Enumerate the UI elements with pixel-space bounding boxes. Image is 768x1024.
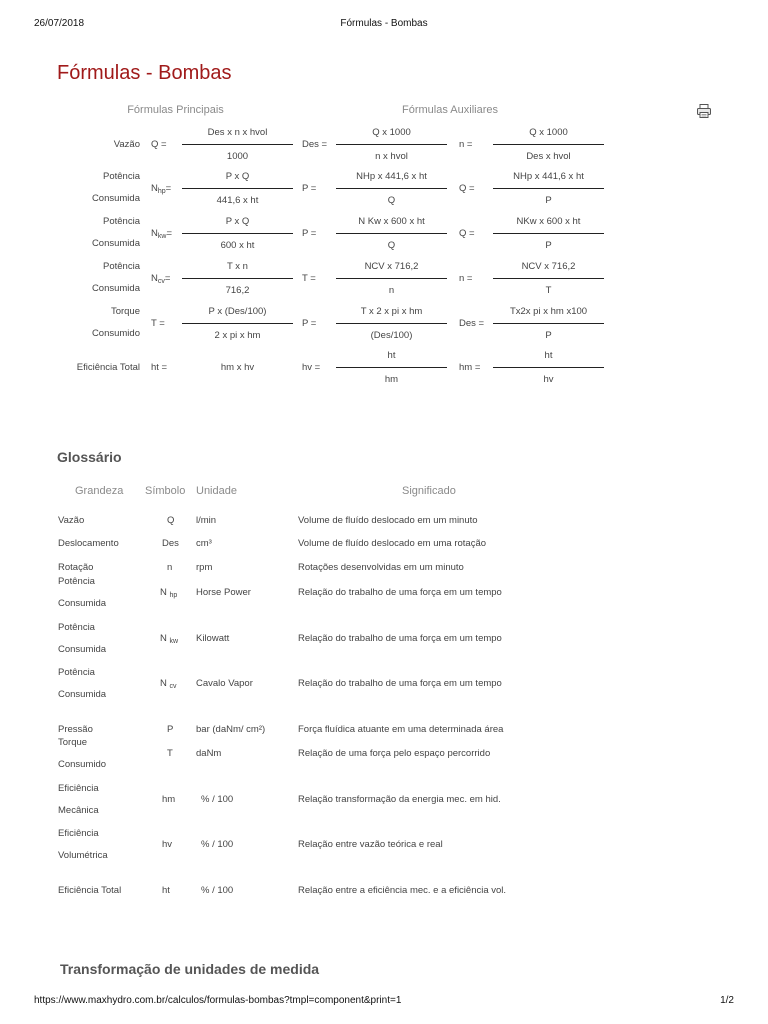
fraction-bar bbox=[493, 144, 604, 145]
main-symbol: Q = bbox=[151, 139, 167, 150]
glossary-title: Glossário bbox=[57, 449, 122, 465]
cell-significado: Relação do trabalho de uma força em um tempo bbox=[298, 587, 502, 598]
aux2-fraction bbox=[493, 166, 604, 212]
numerator: NHp x 441,6 x ht bbox=[356, 171, 427, 182]
symbol-letter: Des bbox=[162, 538, 179, 549]
denominator: n bbox=[388, 285, 395, 296]
numerator: Tx2x pi x hm x100 bbox=[509, 306, 588, 317]
cell-unidade: daNm bbox=[196, 748, 222, 759]
aux1-symbol: T = bbox=[302, 273, 316, 284]
col-header-simbolo: Símbolo bbox=[145, 485, 186, 497]
cell-unidade: rpm bbox=[196, 562, 213, 573]
label-line: Potência bbox=[103, 261, 140, 272]
grandeza-line: Potência bbox=[58, 576, 95, 587]
grandeza-line: Potência bbox=[58, 622, 95, 633]
symbol-subscript: cv bbox=[157, 278, 165, 285]
denominator: n x hvol bbox=[375, 151, 408, 162]
fraction-bar bbox=[336, 144, 447, 145]
fraction-bar bbox=[336, 233, 447, 234]
cell-grandeza bbox=[58, 533, 119, 555]
numerator: T x n bbox=[227, 261, 248, 272]
col-header-grandeza: Grandeza bbox=[75, 485, 124, 497]
glossary-row bbox=[0, 533, 768, 553]
aux2-fraction bbox=[493, 122, 604, 168]
label-line: Potência bbox=[103, 216, 140, 227]
cell-simbolo bbox=[162, 533, 179, 555]
cell-simbolo bbox=[162, 880, 170, 902]
denominator: (Des/100) bbox=[370, 330, 413, 341]
cell-unidade: Cavalo Vapor bbox=[196, 678, 253, 689]
cell-simbolo bbox=[162, 789, 175, 811]
main-fraction bbox=[182, 122, 293, 168]
denominator: Q bbox=[387, 195, 396, 206]
main-fraction bbox=[182, 211, 293, 257]
numerator: P x Q bbox=[225, 171, 250, 182]
symbol-subscript: kw bbox=[157, 233, 167, 240]
symbol-equals: = bbox=[166, 228, 172, 239]
grandeza-line: Mecânica bbox=[58, 805, 99, 816]
grandeza-line: Rotação bbox=[58, 562, 94, 573]
formula-row bbox=[0, 211, 768, 257]
aux1-fraction bbox=[336, 211, 447, 257]
denominator: P bbox=[545, 195, 552, 206]
formula-row bbox=[0, 301, 768, 347]
print-date: 26/07/2018 bbox=[34, 18, 85, 29]
fraction-bar bbox=[493, 233, 604, 234]
cell-grandeza bbox=[58, 823, 108, 867]
label-line: Vazão bbox=[113, 139, 140, 150]
aux2-symbol: Q = bbox=[459, 228, 475, 239]
grandeza-line: Volumétrica bbox=[58, 850, 108, 861]
main-symbol bbox=[151, 166, 171, 215]
aux2-symbol: Des = bbox=[459, 318, 485, 329]
cell-significado: Volume de fluído deslocado em uma rotação bbox=[298, 538, 487, 549]
cell-simbolo bbox=[160, 582, 177, 607]
section-title-transformacao: Transformação de unidades de medida bbox=[60, 961, 320, 977]
glossary-row bbox=[0, 662, 768, 706]
symbol-letter: n bbox=[167, 562, 173, 573]
main-symbol bbox=[151, 256, 170, 305]
symbol-letter: P bbox=[167, 724, 174, 735]
fraction-bar bbox=[182, 323, 293, 324]
denominator: 441,6 x ht bbox=[216, 195, 259, 206]
symbol-letter: N bbox=[160, 678, 167, 689]
denominator: Q bbox=[387, 240, 396, 251]
fraction-bar bbox=[336, 323, 447, 324]
formula-row bbox=[0, 345, 768, 391]
formula-row-label bbox=[92, 166, 140, 210]
symbol-letter: hv bbox=[162, 839, 173, 850]
grandeza-line: Pressão bbox=[58, 724, 93, 735]
formula-row bbox=[0, 256, 768, 302]
cell-grandeza bbox=[58, 732, 106, 776]
fraction-bar bbox=[493, 323, 604, 324]
glossary-row bbox=[0, 778, 768, 822]
formula-row-label bbox=[92, 301, 140, 345]
numerator: Q x 1000 bbox=[529, 127, 568, 138]
main-symbol: ht = bbox=[151, 362, 168, 373]
grandeza-line: Consumida bbox=[58, 598, 107, 609]
cell-unidade: % / 100 bbox=[201, 885, 234, 896]
aux2-fraction bbox=[493, 301, 604, 347]
label-line: Potência bbox=[103, 171, 140, 182]
cell-significado: Rotações desenvolvidas em um minuto bbox=[298, 562, 464, 573]
print-footer-page: 1/2 bbox=[720, 995, 734, 1006]
denominator: T bbox=[545, 285, 552, 296]
formula-row-label bbox=[92, 211, 140, 255]
label-line: Consumida bbox=[91, 193, 140, 204]
denominator: hm bbox=[384, 374, 399, 385]
main-fraction bbox=[182, 166, 293, 212]
symbol-letter: N bbox=[160, 587, 167, 598]
formula-row bbox=[0, 166, 768, 212]
formula-row-label bbox=[92, 256, 140, 300]
cell-grandeza bbox=[58, 510, 84, 532]
aux2-fraction bbox=[493, 345, 604, 391]
cell-unidade: bar (daNm/ cm²) bbox=[196, 724, 266, 735]
symbol-letter: N bbox=[151, 273, 158, 284]
cell-unidade: l/min bbox=[196, 515, 217, 526]
symbol-letter: hm bbox=[162, 794, 176, 805]
cell-grandeza bbox=[58, 778, 99, 822]
formula-row-label bbox=[77, 345, 140, 391]
cell-simbolo bbox=[162, 834, 172, 856]
cell-unidade: cm³ bbox=[196, 538, 212, 549]
main-fraction bbox=[182, 301, 293, 347]
aux2-symbol: Q = bbox=[459, 183, 475, 194]
cell-significado: Relação de uma força pelo espaço percorrido bbox=[298, 748, 491, 759]
denominator: 1000 bbox=[226, 151, 249, 162]
numerator: NHp x 441,6 x ht bbox=[513, 171, 584, 182]
fraction-bar bbox=[182, 233, 293, 234]
cell-significado: Relação transformação da energia mec. em hid. bbox=[298, 794, 501, 805]
aux2-fraction bbox=[493, 256, 604, 302]
aux1-symbol: hv = bbox=[302, 362, 321, 373]
fraction-bar bbox=[493, 278, 604, 279]
grandeza-line: Eficiência Total bbox=[58, 885, 122, 896]
aux1-symbol: Des = bbox=[302, 139, 328, 150]
symbol-equals: = bbox=[165, 183, 172, 194]
aux1-symbol: P = bbox=[302, 183, 317, 194]
grandeza-line: Potência bbox=[58, 667, 95, 678]
col-header-significado: Significado bbox=[402, 485, 456, 497]
main-symbol bbox=[151, 211, 172, 260]
denominator: Des x hvol bbox=[526, 151, 571, 162]
label-line: Eficiência Total bbox=[76, 362, 140, 373]
aux1-symbol: P = bbox=[302, 228, 317, 239]
denominator: 716,2 bbox=[225, 285, 250, 296]
symbol-letter: ht bbox=[162, 885, 170, 896]
cell-grandeza bbox=[58, 662, 106, 706]
grandeza-line: Eficiência bbox=[58, 828, 99, 839]
fraction-bar bbox=[493, 367, 604, 368]
numerator: T x 2 x pi x hm bbox=[360, 306, 423, 317]
cell-simbolo bbox=[160, 673, 177, 698]
fraction-bar bbox=[336, 367, 447, 368]
cell-grandeza bbox=[58, 571, 106, 615]
cell-simbolo bbox=[167, 510, 174, 532]
numerator: ht bbox=[387, 350, 396, 361]
fraction-bar bbox=[336, 278, 447, 279]
aux2-fraction bbox=[493, 211, 604, 257]
numerator: NKw x 600 x ht bbox=[516, 216, 581, 227]
cell-significado: Força fluídica atuante em uma determinada área bbox=[298, 724, 504, 735]
aux1-fraction bbox=[336, 301, 447, 347]
symbol-letter: N bbox=[151, 183, 158, 194]
print-header-title: Fórmulas - Bombas bbox=[340, 18, 428, 29]
header-formulas-principais: Fórmulas Principais bbox=[127, 104, 224, 116]
aux2-symbol: n = bbox=[459, 273, 473, 284]
cell-simbolo bbox=[160, 628, 178, 653]
numerator: N Kw x 600 x ht bbox=[358, 216, 425, 227]
aux2-symbol: hm = bbox=[459, 362, 481, 373]
print-footer-url: https://www.maxhydro.com.br/calculos/formulas-bombas?tmpl=component&print=1 bbox=[34, 995, 402, 1006]
symbol-subscript: cv bbox=[169, 683, 177, 690]
grandeza-line: Consumida bbox=[58, 644, 107, 655]
denominator: hv bbox=[543, 374, 554, 385]
cell-simbolo bbox=[167, 743, 173, 765]
glossary-row bbox=[0, 880, 768, 900]
label-line: Torque bbox=[110, 306, 140, 317]
symbol-subscript: hp bbox=[169, 592, 178, 599]
grandeza-line: Torque bbox=[58, 737, 88, 748]
main-value: hm x hv bbox=[220, 362, 255, 373]
cell-significado: Relação do trabalho de uma força em um tempo bbox=[298, 633, 502, 644]
formulas-table bbox=[0, 100, 768, 400]
main-symbol: T = bbox=[151, 318, 165, 329]
fraction-bar bbox=[336, 188, 447, 189]
glossary-row bbox=[0, 617, 768, 661]
symbol-letter: N bbox=[160, 633, 167, 644]
numerator: Q x 1000 bbox=[372, 127, 411, 138]
grandeza-line: Consumida bbox=[58, 689, 107, 700]
formula-row bbox=[0, 122, 768, 168]
denominator: P bbox=[545, 240, 552, 251]
cell-unidade: % / 100 bbox=[201, 839, 234, 850]
numerator: P x (Des/100) bbox=[208, 306, 267, 317]
numerator: Des x n x hvol bbox=[207, 127, 268, 138]
denominator: 600 x ht bbox=[220, 240, 255, 251]
cell-grandeza bbox=[58, 617, 106, 661]
grandeza-line: Deslocamento bbox=[58, 538, 119, 549]
cell-significado: Relação do trabalho de uma força em um tempo bbox=[298, 678, 502, 689]
grandeza-line: Eficiência bbox=[58, 783, 99, 794]
symbol-subscript: hp bbox=[157, 188, 166, 195]
glossary-row bbox=[0, 571, 768, 615]
cell-significado: Relação entre vazão teórica e real bbox=[298, 839, 443, 850]
grandeza-line: Vazão bbox=[58, 515, 85, 526]
cell-unidade: Horse Power bbox=[196, 587, 251, 598]
fraction-bar bbox=[182, 188, 293, 189]
label-line: Consumida bbox=[91, 283, 140, 294]
cell-unidade: % / 100 bbox=[201, 794, 234, 805]
cell-grandeza bbox=[58, 880, 121, 902]
aux1-fraction bbox=[336, 256, 447, 302]
denominator: 2 x pi x hm bbox=[214, 330, 261, 341]
symbol-letter: N bbox=[151, 228, 158, 239]
aux1-fraction bbox=[336, 122, 447, 168]
cell-unidade: Kilowatt bbox=[196, 633, 230, 644]
symbol-subscript: kw bbox=[169, 638, 179, 645]
grandeza-line: Consumido bbox=[58, 759, 107, 770]
numerator: NCV x 716,2 bbox=[521, 261, 576, 272]
header-formulas-auxiliares: Fórmulas Auxiliares bbox=[402, 104, 498, 116]
symbol-letter: Q bbox=[167, 515, 175, 526]
fraction-bar bbox=[493, 188, 604, 189]
col-header-unidade: Unidade bbox=[196, 485, 237, 497]
aux1-fraction bbox=[336, 166, 447, 212]
symbol-letter: T bbox=[167, 748, 173, 759]
main-fraction bbox=[182, 256, 293, 302]
glossary-row bbox=[0, 732, 768, 776]
label-line: Consumida bbox=[91, 238, 140, 249]
numerator: P x Q bbox=[225, 216, 250, 227]
cell-significado: Relação entre a eficiência mec. e a eficiência vol. bbox=[298, 885, 507, 896]
glossary-row bbox=[0, 823, 768, 867]
label-line: Consumido bbox=[91, 328, 140, 339]
formula-row-label bbox=[114, 122, 140, 168]
glossary-row bbox=[0, 510, 768, 530]
numerator: NCV x 716,2 bbox=[364, 261, 419, 272]
aux1-symbol: P = bbox=[302, 318, 317, 329]
symbol-equals: = bbox=[164, 273, 171, 284]
cell-significado: Volume de fluído deslocado em um minuto bbox=[298, 515, 478, 526]
numerator: ht bbox=[544, 350, 553, 361]
fraction-bar bbox=[182, 278, 293, 279]
aux2-symbol: n = bbox=[459, 139, 473, 150]
fraction-bar bbox=[182, 144, 293, 145]
denominator: P bbox=[545, 330, 552, 341]
page-title: Fórmulas - Bombas bbox=[57, 62, 232, 84]
aux1-fraction bbox=[336, 345, 447, 391]
